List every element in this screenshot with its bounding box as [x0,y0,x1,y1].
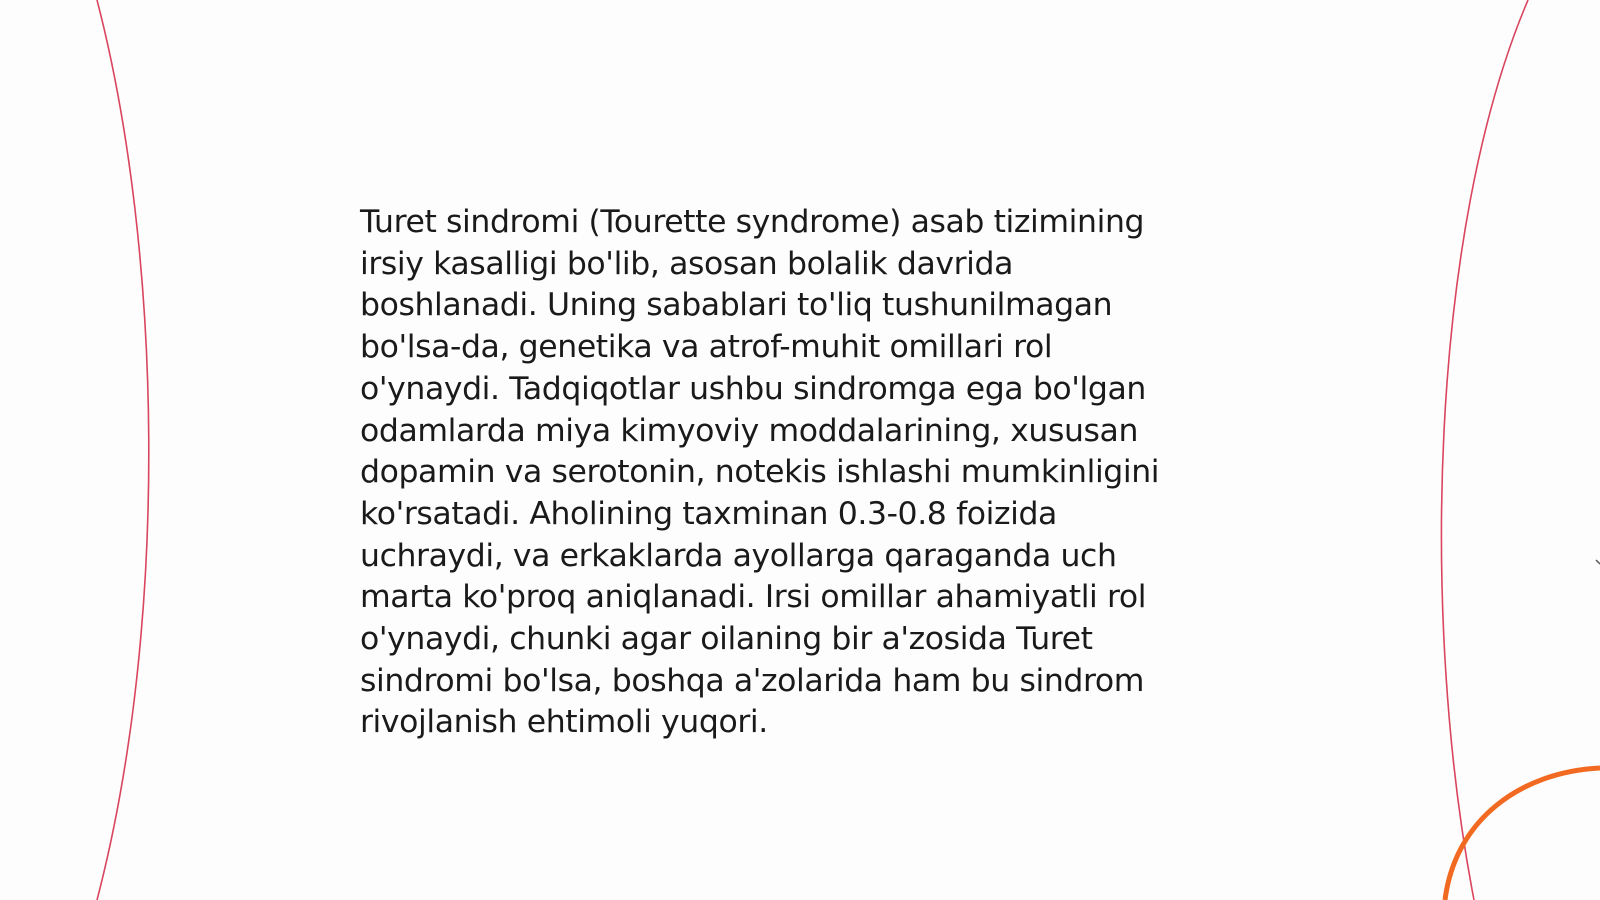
accent-arc [1445,768,1600,900]
paragraph-line: o'ynaydi. Tadqiqotlar ushbu sindromga ega bo'lgan [360,370,1146,407]
paragraph-line: sindromi bo'lsa, boshqa a'zolarida ham bu sindrom [360,662,1144,699]
paragraph-line: o'ynaydi, chunki agar oilaning bir a'zosida Turet [360,621,1093,658]
paragraph-line: ko'rsatadi. Aholining taxminan 0.3-0.8 foizida [360,495,1057,532]
left-curve-line [97,0,149,900]
paragraph-line: odamlarda miya kimyoviy moddalarining, xususan [360,412,1139,449]
paragraph-line: boshlanadi. Uning sabablari to'liq tushunilmagan [360,287,1113,324]
body-paragraph [360,202,1220,744]
paragraph-line: uchraydi, va erkaklarda ayollarga qaraganda uch [360,537,1117,574]
paragraph-line: bo'lsa-da, genetika va atrof-muhit omillari rol [360,329,1053,366]
paragraph-line: marta ko'proq aniqlanadi. Irsi omillar ahamiyatli rol [360,579,1147,616]
paragraph-line: irsiy kasalligi bo'lib, asosan bolalik davrida [360,245,1013,282]
right-edge-tick [1596,560,1600,564]
paragraph-line: rivojlanish ehtimoli yuqori. [360,704,768,741]
right-curve-line [1441,0,1528,900]
paragraph-line: dopamin va serotonin, notekis ishlashi mumkinligini [360,454,1160,491]
paragraph-line: Turet sindromi (Tourette syndrome) asab tizimining [360,204,1145,240]
